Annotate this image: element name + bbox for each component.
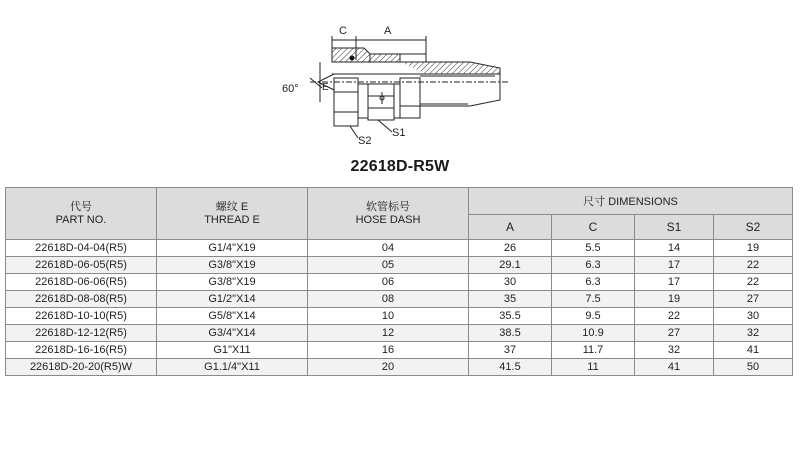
s2-label: S2: [358, 135, 372, 147]
cell-dash: 05: [308, 257, 469, 274]
cell-dash: 08: [308, 291, 469, 308]
cell-c: 11: [552, 359, 635, 376]
leader-s1: [378, 120, 392, 132]
cell-dash: 06: [308, 274, 469, 291]
dim-c-label: C: [339, 25, 347, 37]
cell-a: 26: [469, 240, 552, 257]
s1-label: S1: [392, 127, 406, 139]
cell-s1: 14: [635, 240, 714, 257]
cell-part: 22618D-16-16(R5): [6, 342, 157, 359]
cell-part: 22618D-04-04(R5): [6, 240, 157, 257]
header-part-no-en: PART NO.: [55, 213, 107, 226]
cell-s2: 50: [714, 359, 793, 376]
fitting-drawing: [270, 18, 530, 148]
dim-a-label: A: [384, 25, 392, 37]
cell-thread: G3/8"X19: [157, 274, 308, 291]
header-a: A: [469, 215, 552, 240]
header-hose-dash-en: HOSE DASH: [355, 213, 421, 226]
cell-thread: G3/8"X19: [157, 257, 308, 274]
table-row: [6, 274, 793, 291]
cell-part: 22618D-20-20(R5)W: [6, 359, 157, 376]
header-thread: [157, 188, 308, 240]
cell-s1: 41: [635, 359, 714, 376]
cell-thread: G1"X11: [157, 342, 308, 359]
header-c: C: [552, 215, 635, 240]
cell-c: 10.9: [552, 325, 635, 342]
table-row: [6, 257, 793, 274]
table-body: [6, 240, 793, 376]
cell-s2: 22: [714, 257, 793, 274]
cell-s2: 22: [714, 274, 793, 291]
cell-s2: 27: [714, 291, 793, 308]
cell-s1: 22: [635, 308, 714, 325]
cell-s1: 19: [635, 291, 714, 308]
cell-s2: 19: [714, 240, 793, 257]
cell-a: 29.1: [469, 257, 552, 274]
cell-part: 22618D-10-10(R5): [6, 308, 157, 325]
cell-a: 35: [469, 291, 552, 308]
table-row: [6, 291, 793, 308]
o-ring-mark: [350, 56, 355, 61]
header-hose-dash: [308, 188, 469, 240]
cell-c: 9.5: [552, 308, 635, 325]
table-row: [6, 308, 793, 325]
cell-a: 35.5: [469, 308, 552, 325]
header-dimensions: 尺寸 DIMENSIONS: [469, 188, 793, 215]
cell-thread: G5/8"X14: [157, 308, 308, 325]
cell-thread: G3/4"X14: [157, 325, 308, 342]
header-s2: S2: [714, 215, 793, 240]
cell-s2: 41: [714, 342, 793, 359]
cell-a: 30: [469, 274, 552, 291]
cell-thread: G1.1/4"X11: [157, 359, 308, 376]
cell-s2: 32: [714, 325, 793, 342]
cell-c: 5.5: [552, 240, 635, 257]
angle-label: 60°: [282, 83, 299, 95]
header-hose-dash-cn: 软管标号: [366, 200, 410, 213]
dimensions-table: [5, 187, 793, 376]
cell-s1: 17: [635, 274, 714, 291]
hex-s1: [368, 84, 394, 120]
cell-dash: 16: [308, 342, 469, 359]
cell-part: 22618D-06-05(R5): [6, 257, 157, 274]
cell-s1: 32: [635, 342, 714, 359]
cell-dash: 20: [308, 359, 469, 376]
cell-part: 22618D-06-06(R5): [6, 274, 157, 291]
cell-thread: G1/2"X14: [157, 291, 308, 308]
cell-s2: 30: [714, 308, 793, 325]
cell-c: 6.3: [552, 274, 635, 291]
cell-c: 7.5: [552, 291, 635, 308]
cell-c: 11.7: [552, 342, 635, 359]
cell-a: 38.5: [469, 325, 552, 342]
hex-nut-s2: [334, 78, 358, 126]
cell-dash: 04: [308, 240, 469, 257]
dim-e-label: E: [322, 82, 329, 93]
cell-c: 6.3: [552, 257, 635, 274]
cell-s1: 27: [635, 325, 714, 342]
header-thread-en: THREAD E: [204, 213, 260, 226]
product-title: 22618D-R5W: [350, 158, 450, 175]
cell-s1: 17: [635, 257, 714, 274]
stem-lower: [400, 74, 500, 106]
header-s1: S1: [635, 215, 714, 240]
cell-dash: 10: [308, 308, 469, 325]
header-part-no-cn: 代号: [70, 200, 92, 213]
cell-a: 41.5: [469, 359, 552, 376]
header-thread-cn: 螺纹 E: [215, 200, 249, 213]
cell-dash: 12: [308, 325, 469, 342]
cell-thread: G1/4"X19: [157, 240, 308, 257]
cell-a: 37: [469, 342, 552, 359]
cell-part: 22618D-08-08(R5): [6, 291, 157, 308]
stem-section-top: [400, 62, 500, 74]
table-row: [6, 342, 793, 359]
table-row: [6, 325, 793, 342]
nut-section-top: [332, 48, 400, 62]
table-row: [6, 359, 793, 376]
leader-s2: [350, 126, 358, 138]
header-part-no: [6, 188, 157, 240]
cell-part: 22618D-12-12(R5): [6, 325, 157, 342]
table-row: [6, 240, 793, 257]
